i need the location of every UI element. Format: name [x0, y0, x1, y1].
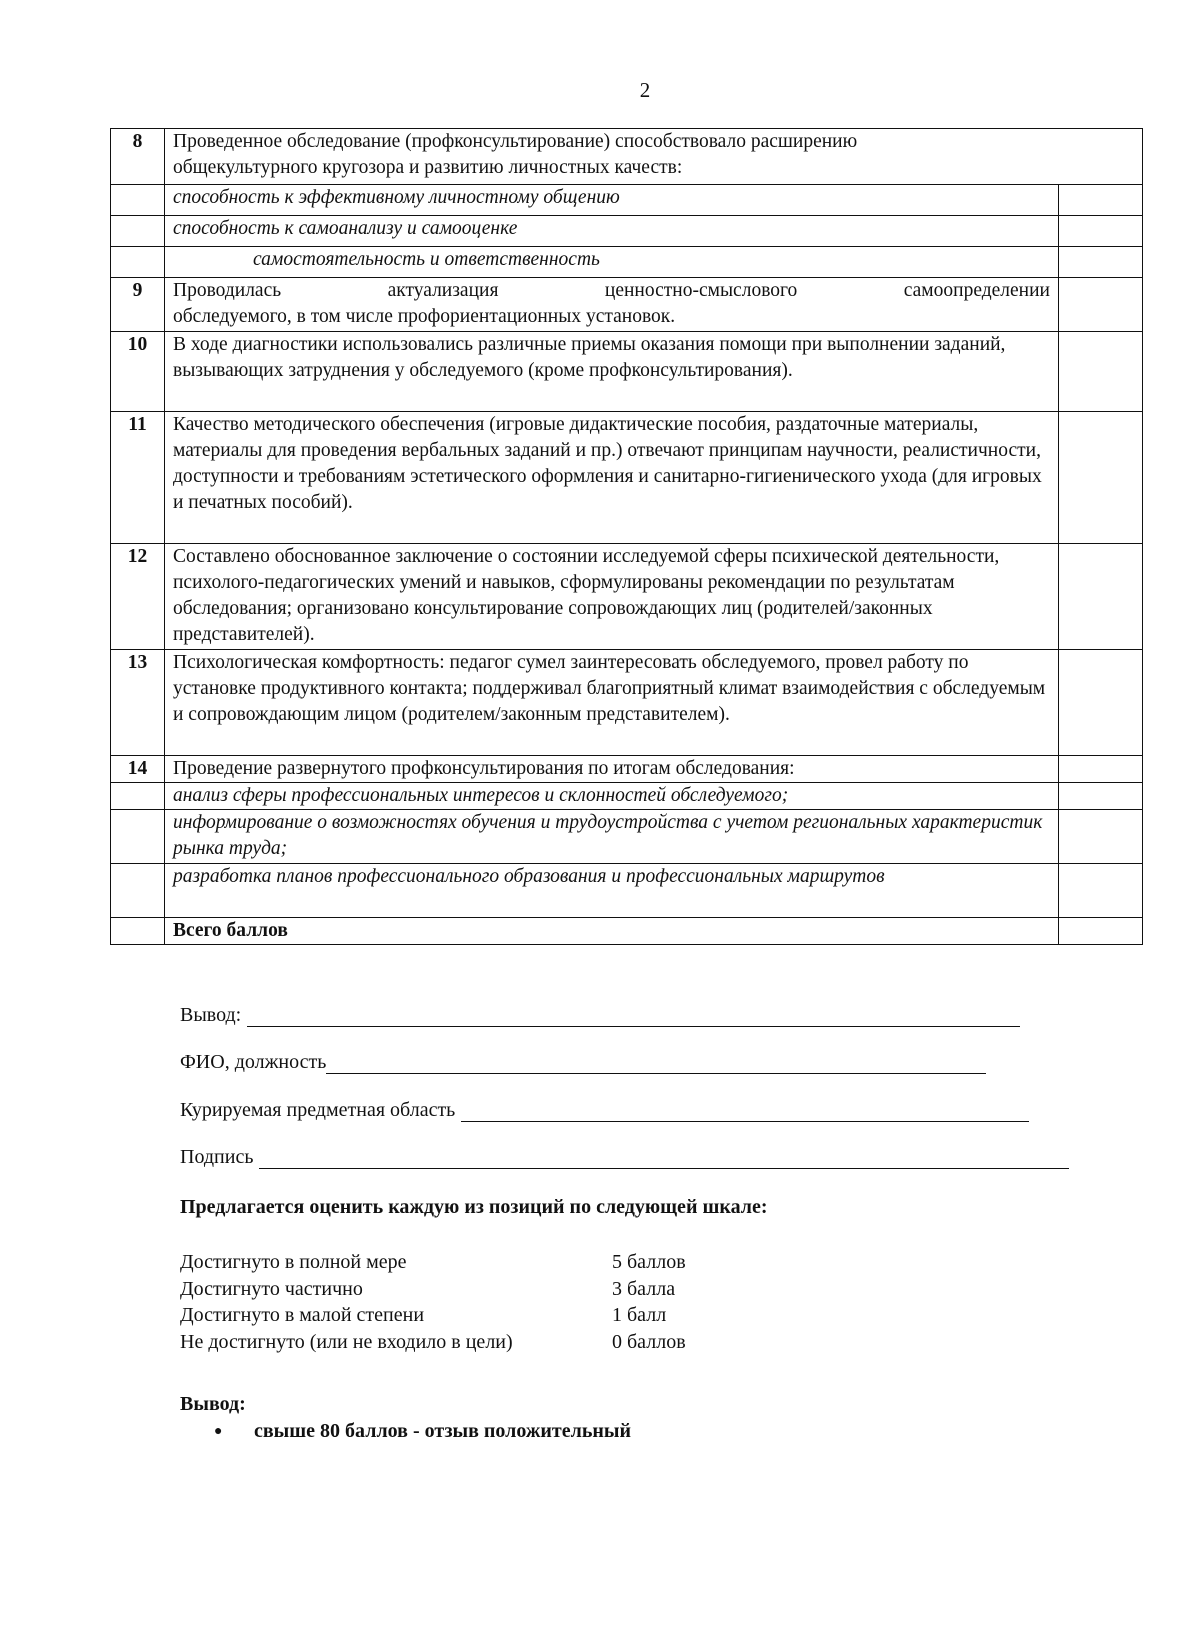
- scale-label: Не достигнуто (или не входило в цели): [180, 1330, 513, 1353]
- table-row: [111, 216, 1143, 247]
- table-row: [111, 544, 1143, 650]
- row-number-empty: [111, 864, 165, 918]
- score-cell[interactable]: [1059, 756, 1143, 783]
- table-row: [111, 756, 1143, 783]
- scale-score: 1 балл: [612, 1304, 667, 1326]
- row-number: 13: [111, 650, 165, 756]
- subitem-text: анализ сферы профессиональных интересов и склонностей обследуемого;: [165, 783, 1059, 810]
- criterion-text: Качество методического обеспечения (игровые дидактические пособия, раздаточные материалы, материалы для проведения вербальных заданий и пр.) отвечают принципам научности, реалистичности, доступности и требованиям эстетического оформления и санитарно-гигиенического ухода (для игровых и печатных пособий).: [165, 412, 1059, 544]
- row-number-empty: [111, 185, 165, 216]
- table-row: [111, 129, 1143, 185]
- table-row: [111, 185, 1143, 216]
- total-label: Всего баллов: [165, 918, 1059, 945]
- score-cell[interactable]: [1059, 783, 1143, 810]
- subject-field: [180, 1099, 1029, 1122]
- table-row: [111, 247, 1143, 278]
- row-number: 14: [111, 756, 165, 783]
- row-number-empty: [111, 918, 165, 945]
- criterion-text: [165, 129, 1143, 185]
- subitem-text: способность к эффективному личностному общению: [165, 185, 1059, 216]
- criterion-text-line: общекультурного кругозора и развитию личностных качеств:: [173, 157, 683, 178]
- row-number: 8: [111, 129, 165, 185]
- score-cell[interactable]: [1059, 810, 1143, 864]
- criterion-text: В ходе диагностики использовались различные приемы оказания помощи при выполнении заданий, вызывающих затруднения у обследуемого (кроме профконсультирования).: [165, 332, 1059, 412]
- table-row: [111, 810, 1143, 864]
- table-row: [111, 412, 1143, 544]
- conclusion-label: Вывод:: [180, 1004, 242, 1026]
- scale-row: [180, 1276, 686, 1303]
- subitem-text: информирование о возможностях обучения и трудоустройства с учетом региональных характеристик рынка труда;: [165, 810, 1059, 864]
- criterion-text: Психологическая комфортность: педагог сумел заинтересовать обследуемого, провел работу по установке продуктивного контакта; поддерживал благоприятный климат взаимодействия с обследуемым и сопровождающим лицом (родителем/законным представителем).: [165, 650, 1059, 756]
- scale-score: 0 баллов: [612, 1330, 686, 1353]
- conclusion-item-text: свыше 80 баллов - отзыв положительный: [254, 1420, 632, 1442]
- table-row: [111, 332, 1143, 412]
- table-row: [111, 864, 1143, 918]
- score-cell[interactable]: [1059, 278, 1143, 332]
- conclusion-input-line[interactable]: [247, 1008, 1020, 1027]
- criterion-text-line: обследуемого, в том числе профориентационных установок.: [173, 306, 676, 327]
- scale-label: Достигнуто в малой степени: [180, 1304, 425, 1326]
- scale-score: 5 баллов: [612, 1251, 686, 1273]
- criterion-text-line: Проведенное обследование (профконсультирование) способствовало расширению: [173, 131, 858, 152]
- criterion-text: Составлено обоснованное заключение о состоянии исследуемой сферы психической деятельности, психолого-педагогических умений и навыков, сформулированы рекомендации по результатам обследования; организовано консультирование сопровождающих лиц (родителей/законных представителей).: [165, 544, 1059, 650]
- row-number-empty: [111, 783, 165, 810]
- row-number: 9: [111, 278, 165, 332]
- score-cell[interactable]: [1059, 247, 1143, 278]
- row-number: 12: [111, 544, 165, 650]
- score-cell[interactable]: [1059, 650, 1143, 756]
- scale-score: 3 балла: [612, 1277, 676, 1300]
- conclusion-item: [214, 1420, 631, 1443]
- conclusion-field: [180, 1004, 1020, 1027]
- scale-row: [180, 1329, 686, 1356]
- score-cell[interactable]: [1059, 544, 1143, 650]
- signature-label: Подпись: [180, 1146, 254, 1168]
- subitem-text: разработка планов профессионального образования и профессиональных маршрутов: [165, 864, 1059, 918]
- score-cell[interactable]: [1059, 412, 1143, 544]
- scale-label: Достигнуто в полной мере: [180, 1251, 407, 1273]
- page-number: 2: [639, 78, 651, 102]
- row-number-empty: [111, 216, 165, 247]
- table-row: [111, 783, 1143, 810]
- scale-label: Достигнуто частично: [180, 1277, 363, 1300]
- scale-list: [180, 1249, 686, 1355]
- criterion-text-line: Проводилась актуализация ценностно-смыслового самоопределении: [173, 280, 1050, 301]
- score-cell[interactable]: [1059, 864, 1143, 918]
- row-number-empty: [111, 247, 165, 278]
- criterion-text: Проведение развернутого профконсультирования по итогам обследования:: [165, 756, 1059, 783]
- score-cell[interactable]: [1059, 216, 1143, 247]
- scale-title: Предлагается оценить каждую из позиций по следующей шкале:: [180, 1196, 768, 1218]
- conclusion-title: Вывод:: [180, 1393, 246, 1415]
- signature-input-line[interactable]: [259, 1150, 1069, 1169]
- subject-input-line[interactable]: [461, 1103, 1029, 1122]
- criterion-text: [165, 278, 1059, 332]
- score-cell[interactable]: [1059, 185, 1143, 216]
- scale-row: [180, 1249, 686, 1276]
- row-number: 10: [111, 332, 165, 412]
- name-input-line[interactable]: [326, 1055, 986, 1074]
- row-number-empty: [111, 810, 165, 864]
- bullet-icon: ●: [214, 1423, 223, 1439]
- evaluation-table: [110, 128, 1143, 945]
- name-field: [180, 1051, 986, 1074]
- score-cell[interactable]: [1059, 332, 1143, 412]
- subitem-text: способность к самоанализу и самооценке: [165, 216, 1059, 247]
- scale-row: [180, 1302, 686, 1329]
- total-score-cell[interactable]: [1059, 918, 1143, 945]
- subject-label: Курируемая предметная область: [180, 1099, 456, 1121]
- subitem-text: самостоятельность и ответственность: [165, 247, 1059, 278]
- row-number: 11: [111, 412, 165, 544]
- signature-field: [180, 1146, 1069, 1169]
- table-row-total: [111, 918, 1143, 945]
- name-label: ФИО, должность: [180, 1051, 327, 1073]
- table-row: [111, 278, 1143, 332]
- table-row: [111, 650, 1143, 756]
